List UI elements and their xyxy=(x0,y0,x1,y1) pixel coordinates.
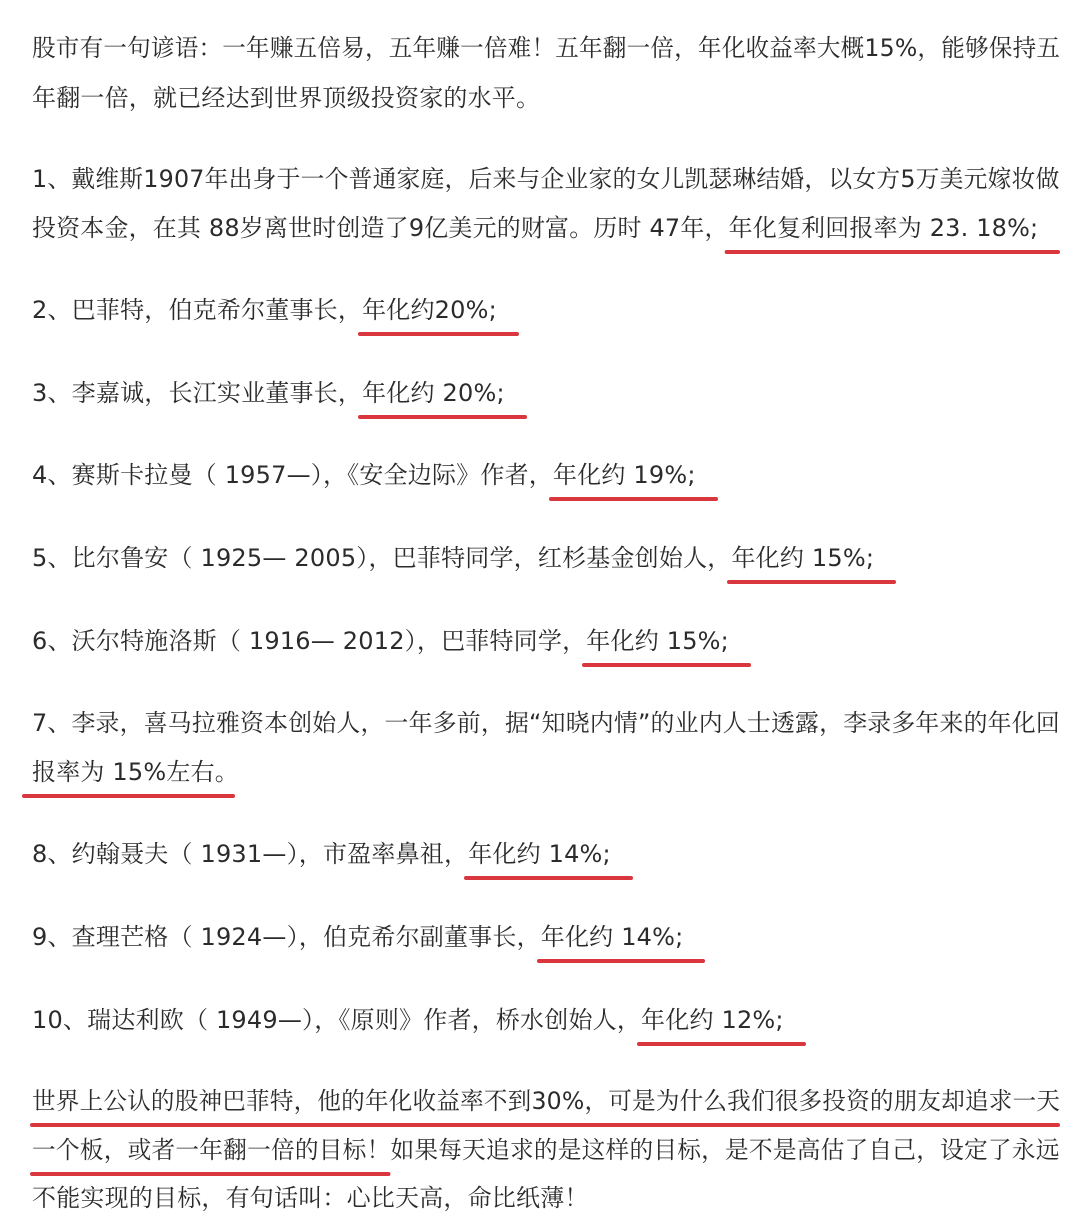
list-item-9 xyxy=(32,925,683,949)
list-item-1-line-1: 1、戴维斯1907年出身于一个普通家庭，后来与企业家的女儿凯瑟琳结婚，以女方5万美元嫁妆做 xyxy=(32,165,1060,193)
list-item-10-text: 10、瑞达利欧（ 1949—），《原则》作者，桥水创始人， xyxy=(32,1006,642,1034)
list-item-2-text: 2、巴菲特，伯克希尔董事长， xyxy=(32,296,363,324)
list-item-6-highlight: 年化约 15%; xyxy=(586,627,729,655)
list-item-6-text: 6、沃尔特施洛斯（ 1916— 2012），巴菲特同学， xyxy=(32,627,587,655)
conclusion-line-1 xyxy=(32,1089,1060,1113)
list-item-8 xyxy=(32,842,611,866)
list-item-7-line-1: 7、李录，喜马拉雅资本创始人，一年多前，据“知晓内情”的业内人士透露，李录多年来的年化回 xyxy=(32,709,1060,737)
list-item-2 xyxy=(32,298,497,322)
list-item-5-text: 5、比尔鲁安（ 1925— 2005），巴菲特同学，红杉基金创始人， xyxy=(32,544,732,572)
conclusion-line-1-highlight: 世界上公认的股神巴菲特，他的年化收益率不到30%，可是为什么我们很多投资的朋友却追求一天 xyxy=(32,1087,1061,1115)
list-item-10-highlight: 年化约 12%; xyxy=(641,1006,784,1034)
list-item-3-text: 3、李嘉诚，长江实业董事长， xyxy=(32,379,363,407)
list-item-5 xyxy=(32,546,874,570)
list-item-9-highlight: 年化约 14%; xyxy=(540,923,684,951)
list-item-1-line-2 xyxy=(32,216,1038,240)
list-item-2-highlight: 年化约20%; xyxy=(362,296,497,324)
list-item-8-highlight: 年化约 14%; xyxy=(468,840,611,868)
intro-line-1: 股市有一句谚语：一年赚五倍易，五年赚一倍难！五年翻一倍，年化收益率大概15%，能够保持五 xyxy=(32,34,1061,62)
list-item-4-highlight: 年化约 19%; xyxy=(552,461,696,489)
list-item-3 xyxy=(32,381,505,405)
list-item-7-highlight: 报率为 15%左右。 xyxy=(32,758,239,786)
conclusion-line-2-text: 如果每天追求的是这样的目标，是不是高估了自己，设定了永远 xyxy=(390,1136,1060,1164)
list-item-1-highlight: 年化复利回报率为 23. 18%; xyxy=(728,214,1039,242)
list-item-7-line-2 xyxy=(32,760,239,784)
conclusion-line-3: 不能实现的目标，有句话叫：心比天高，命比纸薄！ xyxy=(32,1184,589,1212)
list-item-8-text: 8、约翰聂夫（ 1931—），市盈率鼻祖， xyxy=(32,840,469,868)
list-item-4-text: 4、赛斯卡拉曼（ 1957—），《安全边际》作者， xyxy=(32,461,553,489)
list-item-1-text: 投资本金，在其 88岁离世时创造了9亿美元的财富。历时 47年， xyxy=(32,214,729,242)
list-item-5-highlight: 年化约 15%; xyxy=(731,544,875,572)
list-item-6 xyxy=(32,629,729,653)
conclusion-line-2 xyxy=(32,1138,1060,1162)
conclusion-line-2-highlight: 一个板，或者一年翻一倍的目标！ xyxy=(32,1136,391,1164)
list-item-3-highlight: 年化约 20%; xyxy=(362,379,505,407)
list-item-9-text: 9、查理芒格（ 1924—），伯克希尔副董事长， xyxy=(32,923,541,951)
list-item-10 xyxy=(32,1008,784,1032)
list-item-4 xyxy=(32,463,696,487)
intro-line-2: 年翻一倍，就已经达到世界顶级投资家的水平。 xyxy=(32,84,541,112)
